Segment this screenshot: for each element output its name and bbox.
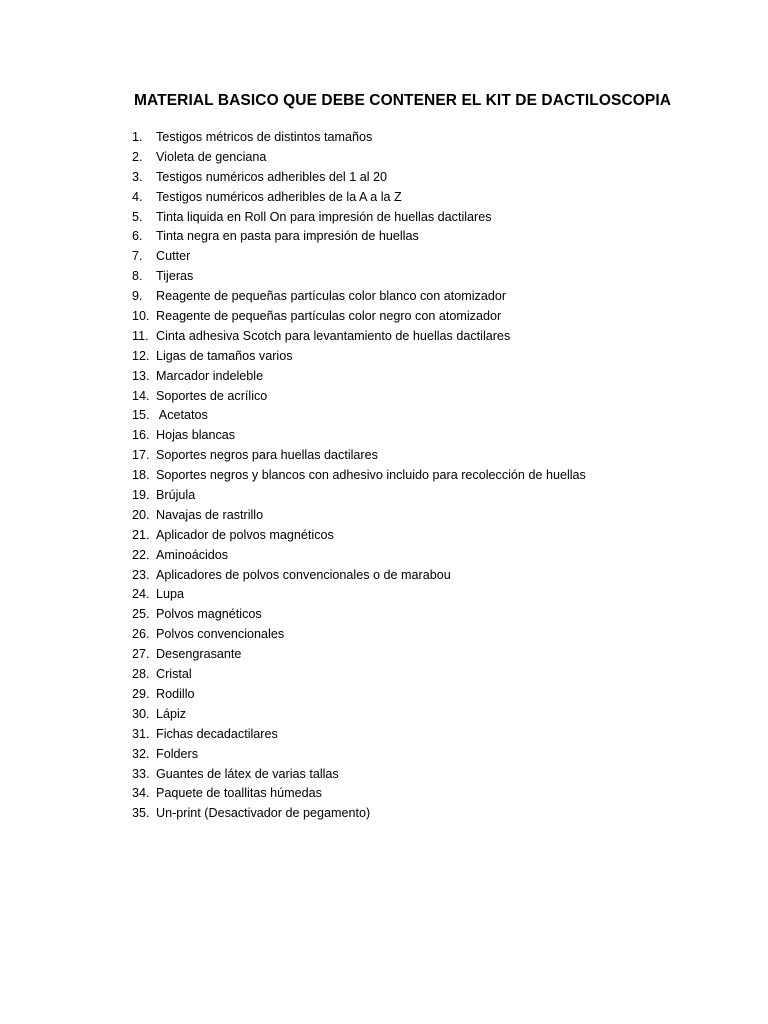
list-item-text: Lápiz <box>156 706 187 721</box>
list-item-text: Fichas decadactilares <box>156 726 278 741</box>
list-item-number: 8. <box>132 269 143 284</box>
list-item-number: 23. <box>132 567 150 582</box>
list-item-number: 9. <box>132 289 143 304</box>
list-item-text: Polvos magnéticos <box>156 607 262 622</box>
list-item-text: Acetatos <box>156 408 208 423</box>
list-item-text: Tijeras <box>156 269 194 284</box>
list-item-number: 18. <box>132 468 150 483</box>
list-item-text: Ligas de tamaños varios <box>156 348 293 363</box>
list-item-text: Testigos numéricos adheribles de la A a la Z <box>156 189 402 204</box>
list-item-text: Aminoácidos <box>156 547 229 562</box>
list-item-number: 16. <box>132 428 150 443</box>
list-item-text: Marcador indeleble <box>156 368 264 383</box>
list-item-text: Paquete de toallitas húmedas <box>156 786 322 801</box>
list-item-number: 6. <box>132 229 143 244</box>
list-item-number: 20. <box>132 507 150 522</box>
list-item-number: 2. <box>132 149 143 164</box>
list-item-number: 5. <box>132 209 143 224</box>
list-item-number: 4. <box>132 189 143 204</box>
list-item-text: Reagente de pequeñas partículas color blanco con atomizador <box>156 289 507 304</box>
document-title: MATERIAL BASICO QUE DEBE CONTENER EL KIT DE DACTILOSCOPIA <box>134 92 672 109</box>
list-item-text: Un-print (Desactivador de pegamento) <box>156 806 371 821</box>
list-item-text: Violeta de genciana <box>156 149 267 164</box>
list-item-number: 24. <box>132 587 150 602</box>
list-item-text: Reagente de pequeñas partículas color negro con atomizador <box>156 309 502 324</box>
list-item-text: Desengrasante <box>156 647 242 662</box>
list-item-number: 11. <box>132 328 149 343</box>
list-item-text: Hojas blancas <box>156 428 236 443</box>
list-item-text: Soportes de acrílico <box>156 388 268 403</box>
list-item-number: 15. <box>132 408 150 423</box>
list-item-number: 7. <box>132 249 143 264</box>
list-item-text: Aplicadores de polvos convencionales o de marabou <box>156 567 451 582</box>
list-item-number: 33. <box>132 766 150 781</box>
list-item-text: Soportes negros para huellas dactilares <box>156 448 378 463</box>
list-item-text: Aplicador de polvos magnéticos <box>156 527 334 542</box>
list-item-text: Navajas de rastrillo <box>156 507 264 522</box>
list-item-number: 1. <box>132 130 143 144</box>
list-item-text: Guantes de látex de varias tallas <box>156 766 339 781</box>
list-item-number: 3. <box>132 169 143 184</box>
list-item-text: Brújula <box>156 488 196 503</box>
list-item-text: Rodillo <box>156 686 195 701</box>
list-item-text: Tinta negra en pasta para impresión de huellas <box>156 229 419 244</box>
list-item-number: 34. <box>132 786 150 801</box>
list-item-text: Tinta liquida en Roll On para impresión de huellas dactilares <box>156 209 492 224</box>
list-item-text: Cutter <box>156 249 191 264</box>
list-item-number: 35. <box>132 806 150 821</box>
list-item-number: 30. <box>132 706 150 721</box>
list-item-number: 12. <box>132 348 150 363</box>
list-item-number: 17. <box>132 448 150 463</box>
list-item-text: Testigos numéricos adheribles del 1 al 20 <box>156 169 388 184</box>
list-item-text: Soportes negros y blancos con adhesivo incluido para recolección de huellas <box>156 468 586 483</box>
list-item-text: Testigos métricos de distintos tamaños <box>156 130 373 144</box>
list-item-number: 26. <box>132 627 150 642</box>
list-item-text: Folders <box>156 746 198 761</box>
list-item-text: Cristal <box>156 667 192 682</box>
list-item-number: 29. <box>132 686 150 701</box>
list-item-text: Polvos convencionales <box>156 627 285 642</box>
list-item-number: 31. <box>132 726 150 741</box>
list-item-number: 13. <box>132 368 150 383</box>
list-item-number: 19. <box>132 488 150 503</box>
list-item-number: 25. <box>132 607 150 622</box>
list-item-number: 14. <box>132 388 150 403</box>
list-item-number: 28. <box>132 667 150 682</box>
list-item-number: 27. <box>132 647 150 662</box>
list-item-number: 10. <box>132 309 150 324</box>
list-item-text: Cinta adhesiva Scotch para levantamiento de huellas dactilares <box>156 328 511 343</box>
list-item-number: 32. <box>132 746 150 761</box>
list-item-number: 22. <box>132 547 150 562</box>
list-item-text: Lupa <box>156 587 185 602</box>
list-item-number: 21. <box>132 527 150 542</box>
